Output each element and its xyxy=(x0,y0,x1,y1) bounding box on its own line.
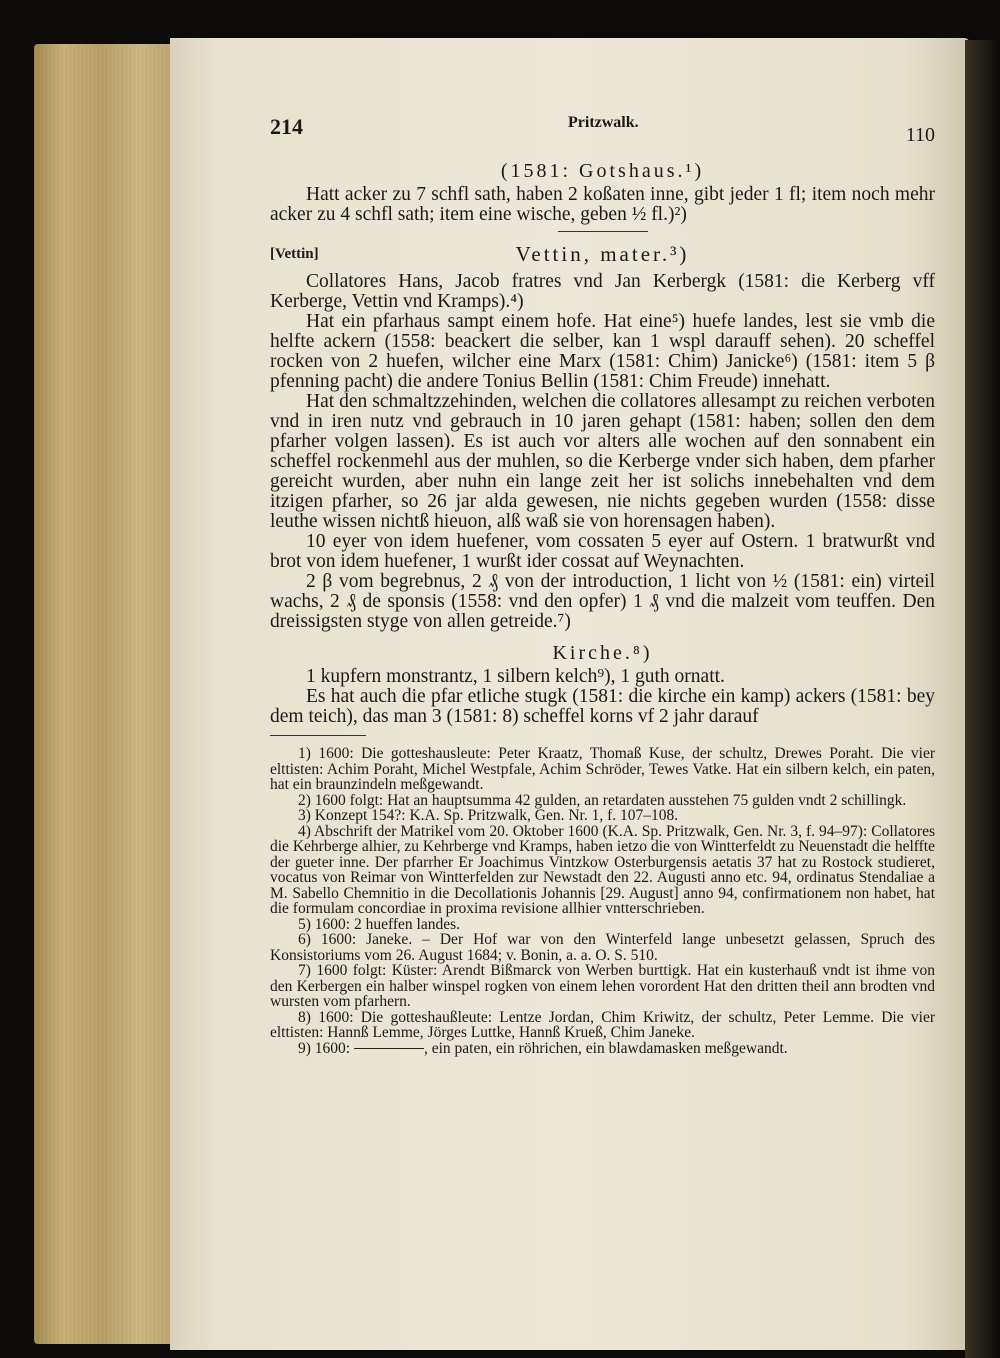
paragraph-collatores: Collatores Hans, Jacob fratres vnd Jan Kerbergk (1581: die Kerberg vff Kerberge, Vettin vnd Kramps).⁴) xyxy=(270,271,935,312)
paragraph-gotshaus: Hatt acker zu 7 schfl sath, haben 2 koßaten inne, gibt jeder 1 fl; item noch mehr acker zu 4 schfl sath; item eine wische, geben ½ fl.)²) xyxy=(270,184,935,225)
footnote-8: 8) 1600: Die gotteshaußleute: Lentze Jordan, Chim Kriwitz, der schultz, Peter Lemme. Die vier elttisten: Hannß Lemme, Jörges Luttke, Hannß Krueß, Chim Janeke. xyxy=(270,1008,935,1041)
footnote-1: 1) 1600: Die gotteshausleute: Peter Kraatz, Thomaß Kuse, der schultz, Drewes Poraht. Die vier elttisten: Achim Poraht, Michel Westpfale, Achim Schröder, Tewes Vatke. Hat ein silbern kelch, ein paten, hat ein braunzindeln meßgewandt. xyxy=(270,745,935,793)
section-title-gotshaus: (1581: Gotshaus.¹) xyxy=(500,160,705,182)
section-title-vettin: Vettin, mater.³) xyxy=(515,242,690,266)
page-number: 214 xyxy=(270,114,303,139)
binding-shadow xyxy=(965,40,1000,1358)
footnotes xyxy=(270,746,935,1056)
margin-label: [Vettin] xyxy=(270,246,319,262)
side-number: 110 xyxy=(905,124,935,146)
footnote-9-dash xyxy=(354,1048,424,1049)
paragraph-eyer: 10 eyer von idem huefener, vom cossaten 5 eyer auf Ostern. 1 bratwurßt vnd brot von idem huefener, 1 wurßt ider cossat auf Weynachten. xyxy=(270,531,935,572)
footnote-7: 7) 1600 folgt: Küster: Arendt Bißmarck von Werben burttigk. Hat ein kusterhauß vndt ist ihme von den Kerbergen ein halber winspel rogken von einem lehen vorordent Hat den dritten theil ann brodten vnd wursten vom pfarhern. xyxy=(270,962,935,1010)
paragraph-pfarhaus: Hat ein pfarhaus sampt einem hofe. Hat eine⁵) huefe landes, lest sie vmb die helfte ackern (1558: beackert die selber, kan 1 wspl darauff sehen). 20 scheffel rocken von 2 huefen, wilcher eine Marx (1581: Chim) Janicke⁶) (1581: item 5 β pfenning pacht) die andere Tonius Bellin (1581: Chim Freude) innehatt. xyxy=(270,311,935,392)
paragraph-acker: Es hat auch die pfar etliche stugk (1581: die kirche ein kamp) ackers (1581: bey dem teich), das man 3 (1581: 8) scheffel korns vf 2 jahr darauf xyxy=(270,686,935,727)
footnote-9 xyxy=(270,1041,935,1057)
page-text-block xyxy=(270,108,935,1056)
paragraph-begrebnus: 2 β vom begrebnus, 2 ₰ von der introduction, 1 licht von ½ (1581: ein) virteil wachs, 2 ₰ de sponsis (1558: vnd den opfer) 1 ₰ vnd die malzeit vom teuffen. Den dreissigsten styge von allen getreide.⁷) xyxy=(270,571,935,632)
footnote-6: 6) 1600: Janeke. – Der Hof war von den Winterfeld lange unbesetzt gelassen, Spruch des Konsistoriums vom 26. August 1684; v. Bonin, a. a. O. S. 510. xyxy=(270,931,935,964)
footnote-9-prefix: 9) 1600: xyxy=(298,1039,354,1057)
footnote-3: 3) Konzept 154?: K.A. Sp. Pritzwalk, Gen. Nr. 1, f. 107–108. xyxy=(298,807,679,824)
footnote-2: 2) 1600 folgt: Hat an hauptsumma 42 gulden, an retardaten ausstehen 75 gulden vndt 2 schillingk. xyxy=(298,791,907,809)
paragraph-schmaltzzehinden: Hat den schmaltzzehinden, welchen die collatores allesampt zu reichen verboten vnd in iren nutz vnd gebrauch in 10 jaren gehapt (1581: haben; sollen den dem pfarher volgen lassen). Es ist auch vor alters alle wochen auf den sonnabent ein scheffel rockenmehl aus der muhlen, so die Kerberge vnder sich haben, dem pfarher gereicht wurden, aber nuhn ein lange zeit her ist solichs innebehalten vnd dem itzigen pfarher, so 26 jar alda gewesen, nie nichts gegeben wurden (1558: disse leuthe wissen nichtß hieuon, alß waß sie von horensagen haben). xyxy=(270,391,935,532)
book-page-edges xyxy=(34,44,184,1344)
footnote-5: 5) 1600: 2 hueffen landes. xyxy=(298,915,460,933)
page-header xyxy=(270,108,935,150)
footnote-divider xyxy=(270,735,366,736)
section-title-kirche: Kirche.⁸) xyxy=(552,642,653,664)
paragraph-monstrantz: 1 kupfern monstrantz, 1 silbern kelch⁹), 1 guth ornatt. xyxy=(306,666,725,687)
footnote-9-suffix: , ein paten, ein röhrichen, ein blawdamasken meßgewandt. xyxy=(423,1039,788,1057)
section-divider xyxy=(558,231,648,232)
footnote-4: 4) Abschrift der Matrikel vom 20. Oktober 1600 (K.A. Sp. Pritzwalk, Gen. Nr. 3, f. 94–97): Collatores die Kehrberge alhier, zu Kehrberge vnd Kramps, haben ietzo die von Wintterfeldt zu Neuenstadt die helffte der gueter inne. Der pfarrher Er Joachimus Vintzkow Osterburgensis aetatis 37 hat zu Rostock studieret, vocatus von Reimar von Wintterfelden zur Newstadt den 22. Augusti anno etc. 94, ordinatus Stendaliae a M. Sabello Chemnitio in die Decollationis Johannis [29. August] anno 94, confirmationem non habet, hat die formulam concordiae in proxima revisione allhier vntterschrieben. xyxy=(270,822,935,917)
running-title: Pritzwalk. xyxy=(568,114,639,131)
vettin-heading-row xyxy=(270,242,935,272)
